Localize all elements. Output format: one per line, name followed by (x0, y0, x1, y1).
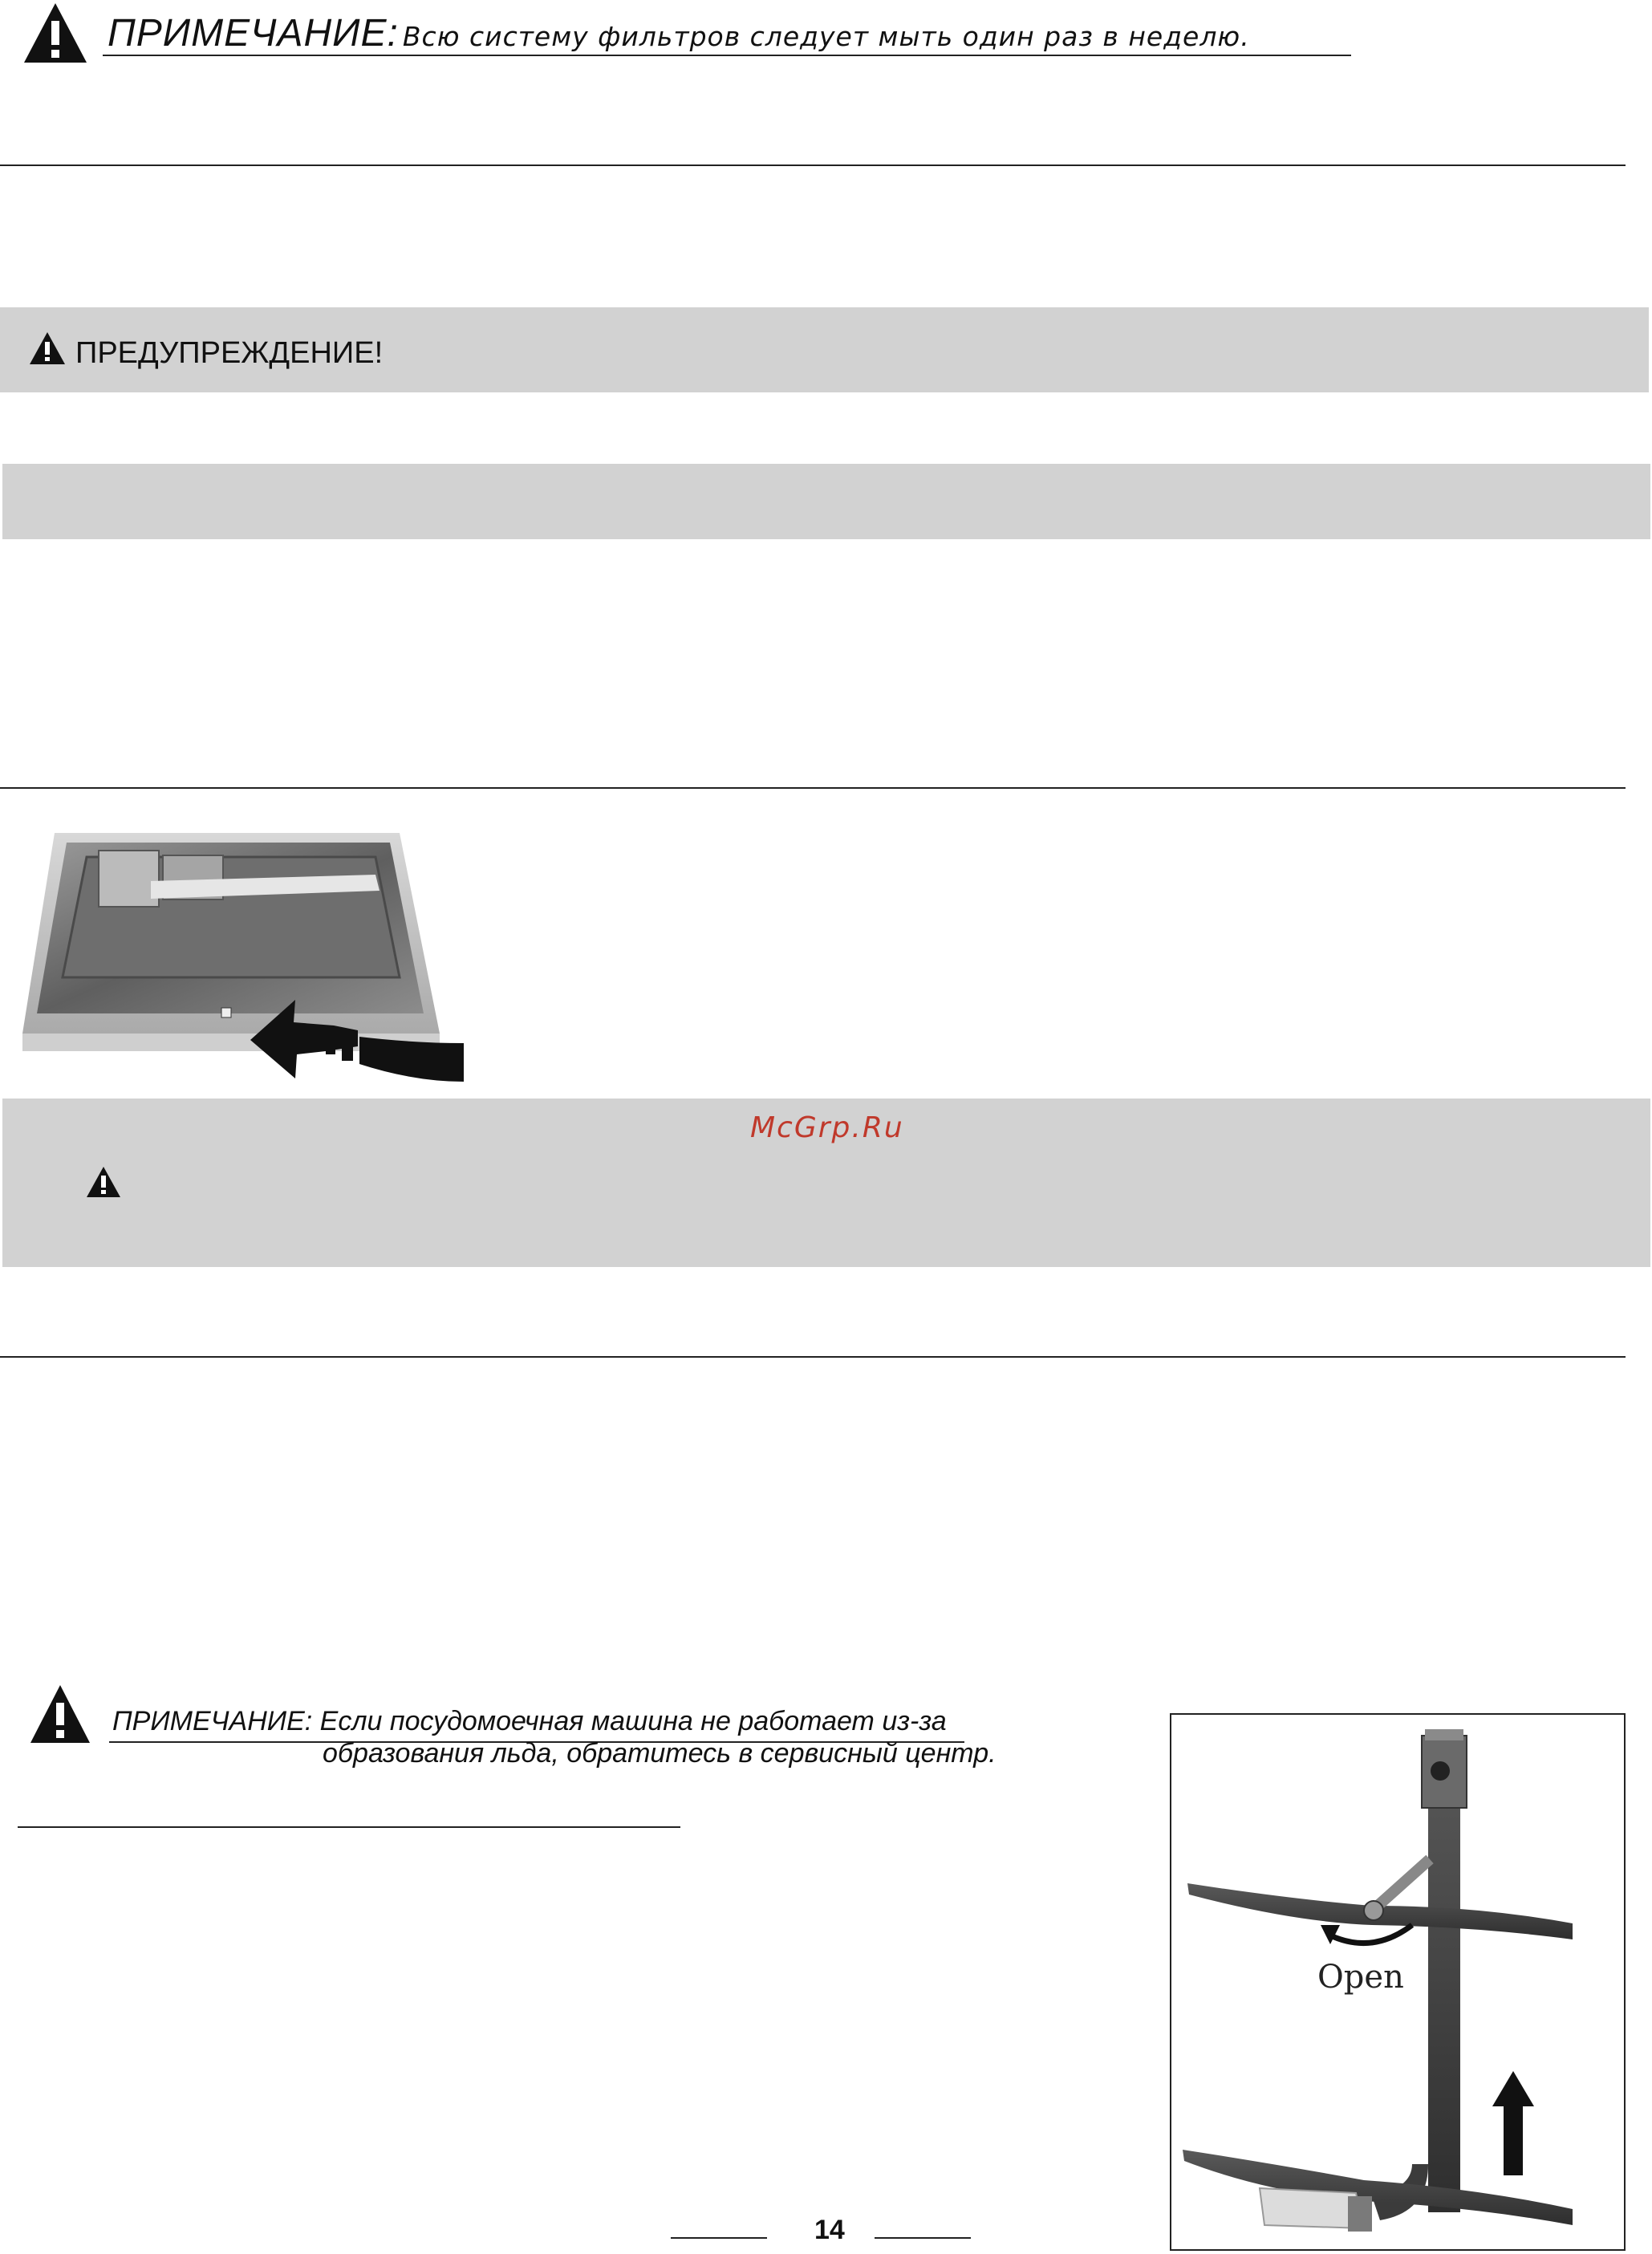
footer-rule-right (875, 2237, 971, 2239)
warning-band-label: ПРЕДУПРЕЖДЕНИЕ! (75, 336, 384, 370)
divider-1 (0, 164, 1626, 166)
divider-4 (18, 1826, 680, 1828)
note-bottom-line2: образования льда, обратитесь в сервисный центр. (323, 1738, 996, 1769)
footer-rule-left (671, 2237, 767, 2239)
divider-3 (0, 1356, 1626, 1358)
divider-2 (0, 787, 1626, 789)
watermark: McGrp.Ru (750, 1111, 904, 1144)
warning-band (0, 307, 1649, 392)
note-bottom-line1: ПРИМЕЧАНИЕ: Если посудомоечная машина не работает из-за (112, 1706, 947, 1736)
page-number: 14 (814, 2215, 845, 2245)
warning-triangle-icon (29, 331, 66, 365)
note-top-text: Всю систему фильтров следует мыть один раз в неделю. (402, 21, 1250, 52)
warning-triangle-icon (29, 1683, 91, 1744)
note-top-label: ПРИМЕЧАНИЕ: (108, 12, 399, 55)
warning-triangle-icon (86, 1166, 121, 1198)
gray-band-2 (2, 464, 1650, 539)
spray-arm-open-label: Open (1317, 1959, 1404, 1996)
curved-arrow-icon (246, 998, 467, 1083)
spray-arm-figure (1170, 1713, 1626, 2251)
warning-triangle-icon (22, 2, 88, 64)
note-top-underline (103, 55, 1351, 56)
note-top (108, 11, 1250, 55)
gray-band-3 (2, 1099, 1650, 1267)
